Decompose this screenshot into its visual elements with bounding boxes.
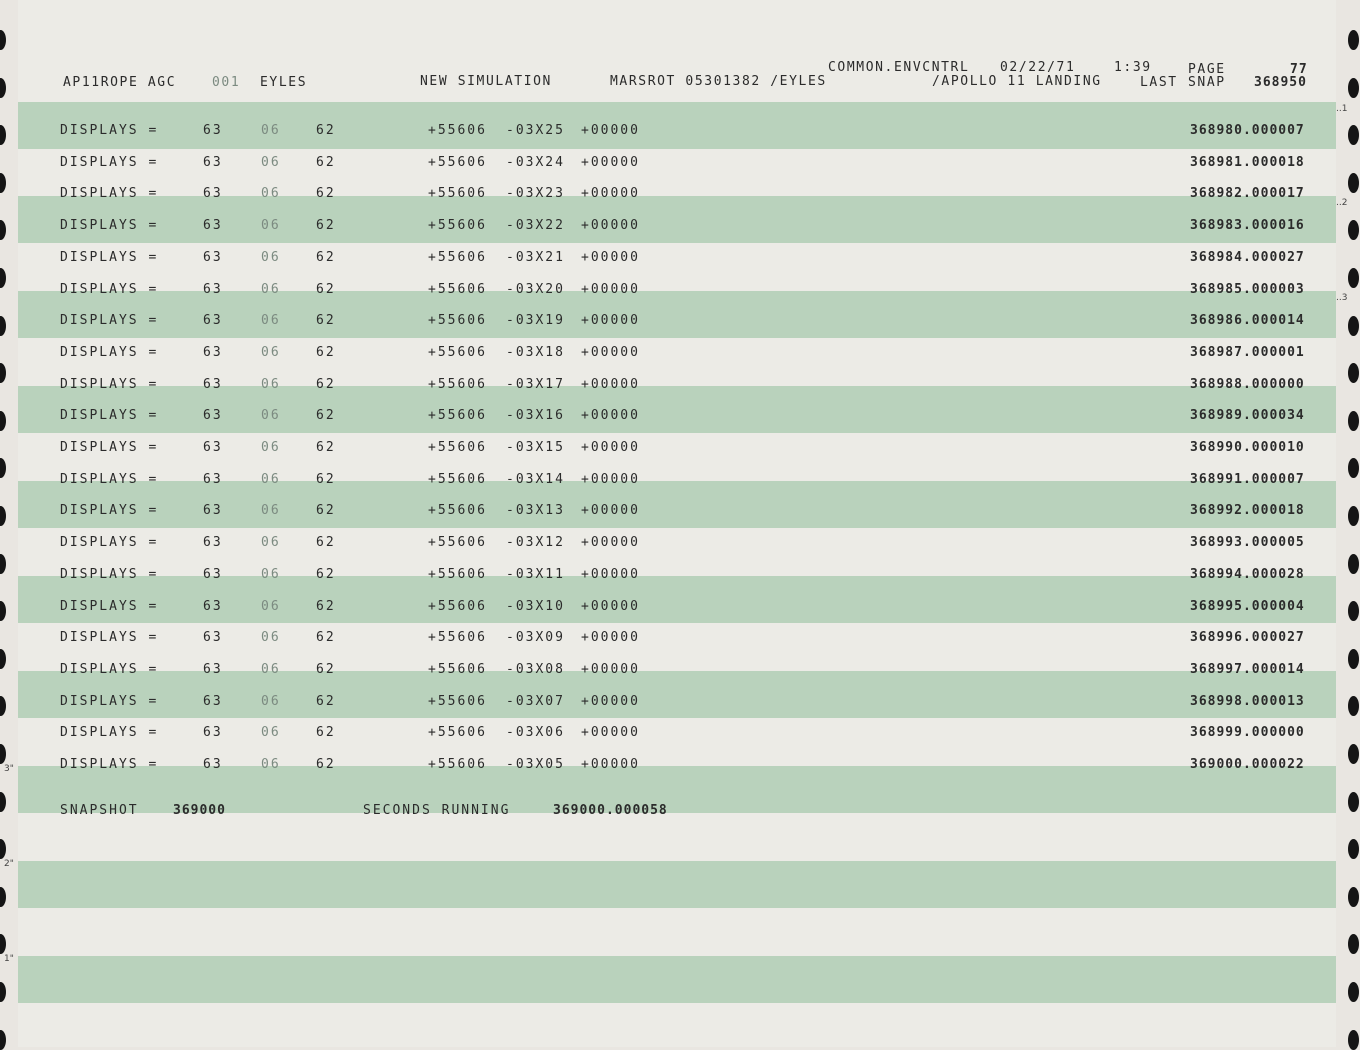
sprocket-hole-icon	[0, 316, 6, 336]
row-label: DISPLAYS =	[60, 376, 159, 392]
header-program: AP11ROPE AGC	[63, 75, 177, 90]
row-time: 368998.000013	[1190, 693, 1305, 709]
row-label: DISPLAYS =	[60, 757, 159, 772]
row-field-e: -03X18	[506, 344, 565, 360]
printout-sheet	[18, 0, 1336, 1047]
row-time: 368985.000003	[1190, 281, 1305, 297]
row-label: DISPLAYS =	[60, 186, 159, 202]
row-field-a: 63	[203, 154, 223, 170]
row-field-d: +55606	[428, 757, 487, 772]
row-label: DISPLAYS =	[60, 123, 159, 138]
sprocket-hole-icon	[1348, 696, 1359, 716]
row-field-a: 63	[203, 630, 223, 646]
row-field-f: +00000	[581, 313, 640, 329]
header-apollo: /APOLLO 11 LANDING	[932, 74, 1102, 89]
row-field-a: 63	[203, 281, 223, 297]
row-field-c: 62	[316, 598, 336, 614]
sprocket-hole-icon	[1348, 887, 1359, 907]
sprocket-hole-icon	[1348, 268, 1359, 288]
row-field-a: 63	[203, 218, 223, 234]
row-field-f: +00000	[581, 630, 640, 646]
margin-mark-left-2in: 2"	[4, 859, 14, 869]
sprocket-hole-icon	[1348, 78, 1359, 98]
row-field-c: 62	[316, 408, 336, 424]
sprocket-hole-icon	[0, 744, 6, 764]
sprocket-hole-icon	[0, 649, 6, 669]
row-field-d: +55606	[428, 661, 487, 677]
margin-mark-right-2: ..2	[1336, 198, 1348, 208]
row-label: DISPLAYS =	[60, 630, 159, 646]
row-field-f: +00000	[581, 218, 640, 234]
margin-mark-left-3in: 3"	[4, 764, 14, 774]
row-field-d: +55606	[428, 218, 487, 234]
sprocket-hole-icon	[1348, 458, 1359, 478]
row-time: 368987.000001	[1190, 344, 1305, 360]
snapshot-label: SNAPSHOT	[60, 803, 139, 818]
row-field-e: -03X15	[506, 440, 565, 455]
row-field-a: 63	[203, 123, 223, 138]
row-field-a: 63	[203, 598, 223, 614]
sprocket-hole-icon	[0, 696, 6, 716]
row-time: 368984.000027	[1190, 249, 1305, 265]
row-field-b: 06	[261, 725, 281, 741]
row-field-a: 63	[203, 344, 223, 360]
row-field-d: +55606	[428, 186, 487, 202]
green-band	[18, 956, 1336, 1003]
row-field-c: 62	[316, 123, 336, 138]
sprocket-hole-icon	[1348, 30, 1359, 50]
sprocket-hole-icon	[0, 554, 6, 574]
header-marsrot: MARSROT 05301382 /EYLES	[610, 74, 827, 89]
header-user: EYLES	[260, 75, 308, 90]
row-field-a: 63	[203, 408, 223, 424]
row-field-a: 63	[203, 693, 223, 709]
header-number: 001	[212, 75, 241, 90]
sprocket-hole-icon	[0, 173, 6, 193]
row-time: 368981.000018	[1190, 154, 1305, 170]
snapshot-value: 369000	[173, 803, 226, 818]
sprocket-hole-icon	[1348, 316, 1359, 336]
row-label: DISPLAYS =	[60, 344, 159, 360]
row-field-d: +55606	[428, 249, 487, 265]
row-field-e: -03X13	[506, 503, 565, 519]
row-field-c: 62	[316, 154, 336, 170]
row-label: DISPLAYS =	[60, 471, 159, 487]
sprocket-hole-icon	[0, 934, 6, 954]
sprocket-hole-icon	[0, 363, 6, 383]
row-field-e: -03X11	[506, 566, 565, 582]
row-field-e: -03X25	[506, 123, 565, 138]
row-time: 368991.000007	[1190, 471, 1305, 487]
row-field-b: 06	[261, 186, 281, 202]
row-field-d: +55606	[428, 598, 487, 614]
row-field-c: 62	[316, 344, 336, 360]
row-field-d: +55606	[428, 471, 487, 487]
row-field-d: +55606	[428, 344, 487, 360]
row-time: 369000.000022	[1190, 757, 1305, 772]
row-field-c: 62	[316, 471, 336, 487]
sprocket-hole-icon	[1348, 411, 1359, 431]
row-field-f: +00000	[581, 281, 640, 297]
row-field-a: 63	[203, 725, 223, 741]
row-field-c: 62	[316, 725, 336, 741]
row-field-f: +00000	[581, 503, 640, 519]
row-field-d: +55606	[428, 566, 487, 582]
row-field-f: +00000	[581, 376, 640, 392]
row-field-b: 06	[261, 693, 281, 709]
row-field-d: +55606	[428, 123, 487, 138]
row-field-b: 06	[261, 123, 281, 138]
sprocket-hole-icon	[0, 30, 6, 50]
row-field-f: +00000	[581, 123, 640, 138]
sprocket-hole-icon	[1348, 554, 1359, 574]
row-field-a: 63	[203, 566, 223, 582]
sprocket-hole-icon	[0, 268, 6, 288]
row-field-a: 63	[203, 313, 223, 329]
seconds-running-label: SECONDS RUNNING	[363, 803, 511, 818]
row-label: DISPLAYS =	[60, 313, 159, 329]
row-field-b: 06	[261, 661, 281, 677]
row-label: DISPLAYS =	[60, 218, 159, 234]
row-field-d: +55606	[428, 154, 487, 170]
row-field-d: +55606	[428, 281, 487, 297]
sprocket-hole-icon	[0, 601, 6, 621]
row-time: 368982.000017	[1190, 186, 1305, 202]
row-field-f: +00000	[581, 693, 640, 709]
row-field-e: -03X08	[506, 661, 565, 677]
row-field-c: 62	[316, 249, 336, 265]
row-time: 368995.000004	[1190, 598, 1305, 614]
row-label: DISPLAYS =	[60, 598, 159, 614]
row-field-e: -03X14	[506, 471, 565, 487]
header-line0-common: COMMON.ENVCNTRL	[828, 60, 970, 75]
row-field-c: 62	[316, 693, 336, 709]
header-snap-value: 368950	[1254, 75, 1307, 90]
row-field-b: 06	[261, 313, 281, 329]
row-field-d: +55606	[428, 376, 487, 392]
margin-mark-left-1in: 1"	[4, 954, 14, 964]
row-label: DISPLAYS =	[60, 566, 159, 582]
header-last: LAST	[1140, 75, 1178, 90]
row-time: 368993.000005	[1190, 535, 1305, 551]
row-time: 368980.000007	[1190, 123, 1305, 138]
row-field-d: +55606	[428, 408, 487, 424]
row-field-c: 62	[316, 566, 336, 582]
sprocket-hole-icon	[0, 887, 6, 907]
row-field-b: 06	[261, 249, 281, 265]
row-field-c: 62	[316, 630, 336, 646]
sprocket-hole-icon	[1348, 982, 1359, 1002]
row-field-e: -03X05	[506, 757, 565, 772]
row-time: 368999.000000	[1190, 725, 1305, 741]
row-field-b: 06	[261, 281, 281, 297]
row-field-e: -03X16	[506, 408, 565, 424]
row-field-c: 62	[316, 281, 336, 297]
row-field-c: 62	[316, 535, 336, 551]
row-field-e: -03X24	[506, 154, 565, 170]
row-field-f: +00000	[581, 566, 640, 582]
row-time: 368992.000018	[1190, 503, 1305, 519]
row-label: DISPLAYS =	[60, 281, 159, 297]
row-field-b: 06	[261, 630, 281, 646]
row-label: DISPLAYS =	[60, 535, 159, 551]
row-field-f: +00000	[581, 471, 640, 487]
row-field-b: 06	[261, 503, 281, 519]
sprocket-hole-icon	[0, 220, 6, 240]
sprocket-hole-icon	[1348, 792, 1359, 812]
row-field-e: -03X06	[506, 725, 565, 741]
row-field-f: +00000	[581, 661, 640, 677]
row-field-d: +55606	[428, 725, 487, 741]
row-field-b: 06	[261, 471, 281, 487]
header-page-value: 77	[1290, 62, 1308, 77]
row-field-e: -03X10	[506, 598, 565, 614]
row-field-c: 62	[316, 440, 336, 455]
header-page-label: PAGE	[1188, 62, 1226, 77]
sprocket-hole-icon	[1348, 506, 1359, 526]
row-field-a: 63	[203, 757, 223, 772]
row-field-a: 63	[203, 471, 223, 487]
row-field-d: +55606	[428, 535, 487, 551]
sprocket-hole-icon	[1348, 125, 1359, 145]
sprocket-hole-icon	[1348, 220, 1359, 240]
row-field-a: 63	[203, 249, 223, 265]
row-field-f: +00000	[581, 757, 640, 772]
sprocket-hole-icon	[1348, 744, 1359, 764]
row-field-a: 63	[203, 503, 223, 519]
sprocket-hole-icon	[1348, 934, 1359, 954]
row-field-b: 06	[261, 408, 281, 424]
row-field-a: 63	[203, 376, 223, 392]
row-field-b: 06	[261, 376, 281, 392]
sprocket-hole-icon	[1348, 649, 1359, 669]
row-field-e: -03X20	[506, 281, 565, 297]
row-time: 368994.000028	[1190, 566, 1305, 582]
sprocket-hole-icon	[1348, 173, 1359, 193]
sprocket-hole-icon	[0, 982, 6, 1002]
row-field-c: 62	[316, 186, 336, 202]
sprocket-hole-icon	[1348, 363, 1359, 383]
margin-mark-right-1: ..1	[1336, 104, 1348, 114]
row-time: 368986.000014	[1190, 313, 1305, 329]
sprocket-hole-icon	[0, 125, 6, 145]
row-field-c: 62	[316, 376, 336, 392]
row-time: 368988.000000	[1190, 376, 1305, 392]
row-field-f: +00000	[581, 249, 640, 265]
row-time: 368989.000034	[1190, 408, 1305, 424]
row-field-f: +00000	[581, 535, 640, 551]
row-field-e: -03X09	[506, 630, 565, 646]
sprocket-hole-icon	[1348, 839, 1359, 859]
row-field-e: -03X21	[506, 249, 565, 265]
row-label: DISPLAYS =	[60, 249, 159, 265]
row-field-f: +00000	[581, 598, 640, 614]
row-field-c: 62	[316, 503, 336, 519]
row-field-a: 63	[203, 186, 223, 202]
row-field-f: +00000	[581, 440, 640, 455]
seconds-running-value: 369000.000058	[553, 803, 668, 818]
row-field-c: 62	[316, 757, 336, 772]
row-field-d: +55606	[428, 693, 487, 709]
row-field-f: +00000	[581, 408, 640, 424]
row-field-b: 06	[261, 566, 281, 582]
row-label: DISPLAYS =	[60, 408, 159, 424]
header-simulation: NEW SIMULATION	[420, 74, 552, 89]
row-field-b: 06	[261, 440, 281, 455]
row-field-f: +00000	[581, 725, 640, 741]
row-label: DISPLAYS =	[60, 440, 159, 455]
sprocket-hole-icon	[0, 458, 6, 478]
row-field-a: 63	[203, 440, 223, 455]
row-field-b: 06	[261, 218, 281, 234]
row-field-e: -03X23	[506, 186, 565, 202]
header-snap-label: SNAP	[1188, 75, 1226, 90]
row-field-f: +00000	[581, 344, 640, 360]
row-field-f: +00000	[581, 154, 640, 170]
row-label: DISPLAYS =	[60, 725, 159, 741]
row-field-d: +55606	[428, 313, 487, 329]
sprocket-hole-icon	[0, 78, 6, 98]
margin-mark-right-3: ..3	[1336, 293, 1348, 303]
row-time: 368983.000016	[1190, 218, 1305, 234]
sprocket-hole-icon	[0, 411, 6, 431]
row-field-e: -03X12	[506, 535, 565, 551]
header-line0-time: 1:39	[1114, 60, 1152, 75]
row-field-a: 63	[203, 661, 223, 677]
sprocket-hole-icon	[0, 839, 6, 859]
row-field-e: -03X07	[506, 693, 565, 709]
row-field-b: 06	[261, 344, 281, 360]
row-field-f: +00000	[581, 186, 640, 202]
row-field-b: 06	[261, 154, 281, 170]
row-field-c: 62	[316, 313, 336, 329]
row-time: 368997.000014	[1190, 661, 1305, 677]
row-field-e: -03X19	[506, 313, 565, 329]
sprocket-hole-icon	[1348, 601, 1359, 621]
row-field-c: 62	[316, 218, 336, 234]
header-line0-date: 02/22/71	[1000, 60, 1076, 75]
row-time: 368996.000027	[1190, 630, 1305, 646]
row-time: 368990.000010	[1190, 440, 1305, 455]
row-field-d: +55606	[428, 503, 487, 519]
row-field-d: +55606	[428, 440, 487, 455]
row-label: DISPLAYS =	[60, 693, 159, 709]
row-field-e: -03X22	[506, 218, 565, 234]
row-field-e: -03X17	[506, 376, 565, 392]
row-field-c: 62	[316, 661, 336, 677]
row-label: DISPLAYS =	[60, 154, 159, 170]
sprocket-hole-icon	[0, 792, 6, 812]
row-label: DISPLAYS =	[60, 661, 159, 677]
row-field-b: 06	[261, 757, 281, 772]
row-field-d: +55606	[428, 630, 487, 646]
green-band	[18, 861, 1336, 908]
row-field-b: 06	[261, 598, 281, 614]
row-field-a: 63	[203, 535, 223, 551]
row-label: DISPLAYS =	[60, 503, 159, 519]
sprocket-hole-icon	[0, 506, 6, 526]
row-field-b: 06	[261, 535, 281, 551]
